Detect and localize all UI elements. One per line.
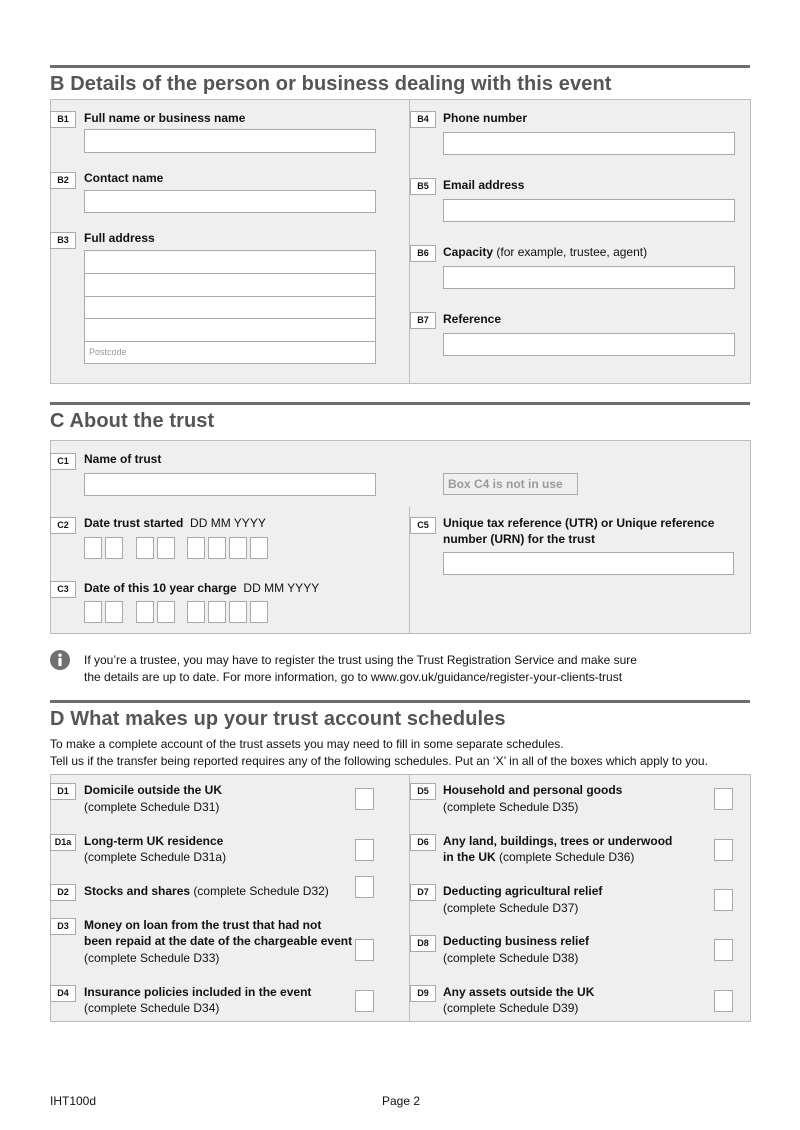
- box-number-d2: D2: [50, 884, 76, 901]
- d3-label-line2: been repaid at the date of the chargeable event: [84, 934, 353, 948]
- reference-label: Reference: [443, 312, 502, 326]
- box-number-d3: D3: [50, 918, 76, 935]
- phone-number-label: Phone number: [443, 111, 528, 125]
- email-address-label: Email address: [443, 178, 525, 192]
- box-number-b7: B7: [410, 312, 436, 329]
- d3-label: Money on loan from the trust that had not: [84, 918, 322, 932]
- address-line-divider: [85, 273, 375, 274]
- full-name-label: Full name or business name: [84, 111, 246, 125]
- date-trust-started-year-3[interactable]: [229, 537, 247, 559]
- box-number-c5: C5: [410, 517, 436, 534]
- d7-label: Deducting agricultural relief: [443, 884, 603, 898]
- date-10-year-charge-month-1[interactable]: [136, 601, 154, 623]
- utr-urn-label: Unique tax reference (UTR) or Unique reference: [443, 516, 715, 530]
- d7-checkbox[interactable]: [714, 889, 733, 911]
- reference-input[interactable]: [443, 333, 735, 356]
- form-code: IHT100d: [50, 1094, 97, 1108]
- date-trust-started-day-2[interactable]: [105, 537, 123, 559]
- trust-name-input[interactable]: [84, 473, 376, 496]
- address-line-divider: [85, 341, 375, 342]
- box-number-d9: D9: [410, 985, 436, 1002]
- d8-checkbox[interactable]: [714, 939, 733, 961]
- d9-sub: (complete Schedule D39): [443, 1001, 579, 1015]
- d8-label: Deducting business relief: [443, 934, 590, 948]
- box-number-b5: B5: [410, 178, 436, 195]
- date-trust-started-month-2[interactable]: [157, 537, 175, 559]
- date-trust-started-label: Date trust started DD MM YYYY: [84, 516, 266, 530]
- box-number-b6: B6: [410, 245, 436, 262]
- d2-checkbox[interactable]: [355, 876, 374, 898]
- d1a-checkbox[interactable]: [355, 839, 374, 861]
- page-number: Page 2: [382, 1094, 421, 1108]
- utr-urn-label-line2: number (URN) for the trust: [443, 532, 595, 546]
- d6-label: Any land, buildings, trees or underwood: [443, 834, 673, 848]
- section-b-title: B Details of the person or business dealing with this event: [50, 73, 612, 95]
- capacity-label: Capacity (for example, trustee, agent): [443, 245, 648, 259]
- box-number-d4: D4: [50, 985, 76, 1002]
- section-b-rule: [50, 65, 750, 68]
- d1-checkbox[interactable]: [355, 788, 374, 810]
- box-number-b3: B3: [50, 232, 76, 249]
- date-10-year-charge-day-1[interactable]: [84, 601, 102, 623]
- d5-checkbox[interactable]: [714, 788, 733, 810]
- d3-checkbox[interactable]: [355, 939, 374, 961]
- box-number-b1: B1: [50, 111, 76, 128]
- section-c-rule: [50, 402, 750, 405]
- utr-urn-input[interactable]: [443, 552, 734, 575]
- box-number-d8: D8: [410, 935, 436, 952]
- d1-sub: (complete Schedule D31): [84, 800, 220, 814]
- d5-label: Household and personal goods: [443, 783, 623, 797]
- trust-name-label: Name of trust: [84, 452, 162, 466]
- d5-sub: (complete Schedule D35): [443, 800, 579, 814]
- date-10-year-charge-label: Date of this 10 year charge DD MM YYYY: [84, 581, 320, 595]
- date-10-year-charge-year-3[interactable]: [229, 601, 247, 623]
- full-name-input[interactable]: [84, 129, 376, 153]
- contact-name-label: Contact name: [84, 171, 164, 185]
- d1a-sub: (complete Schedule D31a): [84, 850, 227, 864]
- section-b-divider: [409, 100, 410, 383]
- box-number-b2: B2: [50, 172, 76, 189]
- section-d-intro-line-1: To make a complete account of the trust assets you may need to fill in some separate schedules.: [50, 737, 564, 751]
- section-d-title: D What makes up your trust account schedules: [50, 708, 506, 730]
- info-text-line-2: the details are up to date. For more information, go to www.gov.uk/guidance/register-your-clients-trust: [84, 670, 623, 684]
- box-number-b4: B4: [410, 111, 436, 128]
- box-c4-not-in-use: Box C4 is not in use: [443, 473, 578, 495]
- date-10-year-charge-year-2[interactable]: [208, 601, 226, 623]
- d9-checkbox[interactable]: [714, 990, 733, 1012]
- d1a-label: Long-term UK residence: [84, 834, 224, 848]
- info-icon: [50, 650, 70, 670]
- date-10-year-charge-day-2[interactable]: [105, 601, 123, 623]
- box-number-c2: C2: [50, 517, 76, 534]
- box-number-c1: C1: [50, 453, 76, 470]
- date-10-year-charge-year-1[interactable]: [187, 601, 205, 623]
- date-trust-started-year-4[interactable]: [250, 537, 268, 559]
- section-d-intro-line-2: Tell us if the transfer being reported requires any of the following schedules. Put an ‘X’ in all of the boxes which apply to you.: [50, 754, 708, 768]
- box-number-c3: C3: [50, 581, 76, 598]
- box-number-d6: D6: [410, 834, 436, 851]
- d6-label-line2: in the UK (complete Schedule D36): [443, 850, 635, 864]
- box-number-d1: D1: [50, 783, 76, 800]
- phone-number-input[interactable]: [443, 132, 735, 155]
- section-c-title: C About the trust: [50, 410, 215, 432]
- date-trust-started-month-1[interactable]: [136, 537, 154, 559]
- date-trust-started-year-1[interactable]: [187, 537, 205, 559]
- d3-sub: (complete Schedule D33): [84, 951, 220, 965]
- box-number-d5: D5: [410, 783, 436, 800]
- email-address-input[interactable]: [443, 199, 735, 222]
- capacity-input[interactable]: [443, 266, 735, 289]
- section-c-panel: [50, 440, 751, 634]
- d4-checkbox[interactable]: [355, 990, 374, 1012]
- info-text-line-1: If you’re a trustee, you may have to register the trust using the Trust Registration Service and make sure: [84, 653, 637, 667]
- d9-label: Any assets outside the UK: [443, 985, 595, 999]
- box-number-d7: D7: [410, 884, 436, 901]
- full-address-input[interactable]: [84, 250, 376, 364]
- date-10-year-charge-month-2[interactable]: [157, 601, 175, 623]
- postcode-placeholder: Postcode: [89, 347, 127, 357]
- d8-sub: (complete Schedule D38): [443, 951, 579, 965]
- d4-sub: (complete Schedule D34): [84, 1001, 220, 1015]
- d4-label: Insurance policies included in the event: [84, 985, 312, 999]
- box-number-d1a: D1a: [50, 834, 76, 851]
- contact-name-input[interactable]: [84, 190, 376, 213]
- date-trust-started-year-2[interactable]: [208, 537, 226, 559]
- date-trust-started-day-1[interactable]: [84, 537, 102, 559]
- section-d-rule: [50, 700, 750, 703]
- d2-label: Stocks and shares (complete Schedule D32): [84, 884, 329, 898]
- d1-label: Domicile outside the UK: [84, 783, 223, 797]
- d6-checkbox[interactable]: [714, 839, 733, 861]
- full-address-label: Full address: [84, 231, 155, 245]
- d7-sub: (complete Schedule D37): [443, 901, 579, 915]
- address-line-divider: [85, 296, 375, 297]
- date-10-year-charge-year-4[interactable]: [250, 601, 268, 623]
- address-line-divider: [85, 318, 375, 319]
